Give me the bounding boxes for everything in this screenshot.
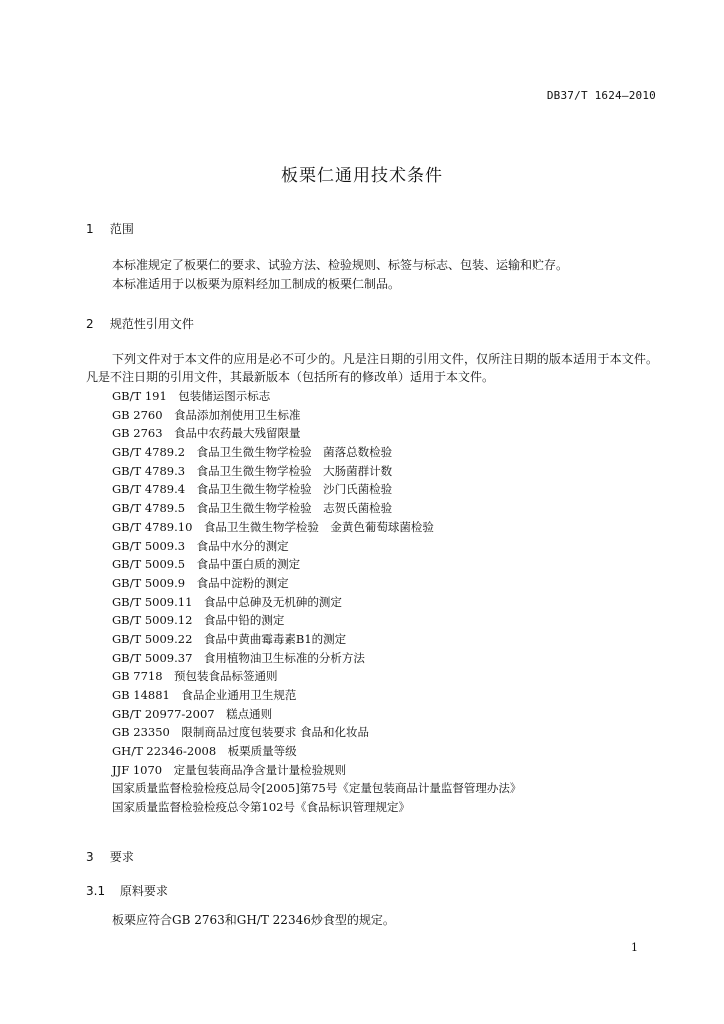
section-3-1-heading xyxy=(86,882,168,899)
scope-paragraph-2: 本标准适用于以板栗为原料经加工制成的板栗仁制品。 xyxy=(112,277,401,291)
list-item: GB/T 4789.3 食品卫生微生物学检验 大肠菌群计数 xyxy=(112,463,393,478)
section-3-heading xyxy=(86,848,134,865)
normative-references-intro: 下列文件对于本文件的应用是必不可少的。凡是注日期的引用文件，仅所注日期的版本适用于本文件。凡是不注日期的引用文件，其最新版本（包括所有的修改单）适用于本文件。 xyxy=(86,352,658,384)
list-item: GB/T 5009.22 食品中黄曲霉毒素B1的测定 xyxy=(112,631,347,646)
section-2-heading xyxy=(86,315,194,332)
document-title: 板栗仁通用技术条件 xyxy=(281,166,443,186)
list-item: GB/T 4789.5 食品卫生微生物学检验 志贺氏菌检验 xyxy=(112,501,393,516)
list-item: GB 7718 预包装食品标签通则 xyxy=(112,669,278,684)
list-item: GB/T 4789.4 食品卫生微生物学检验 沙门氏菌检验 xyxy=(112,482,393,497)
standard-code: DB37/T 1624—2010 xyxy=(546,89,656,102)
list-item: GB/T 5009.5 食品中蛋白质的测定 xyxy=(112,557,301,572)
list-item: GB 2763 食品中农药最大残留限量 xyxy=(112,426,301,441)
list-item: 国家质量监督检验检疫总令第102号《食品标识管理规定》 xyxy=(112,800,410,815)
section-title: 原料要求 xyxy=(119,884,168,898)
section-number: 1 xyxy=(86,222,94,236)
list-item: GB/T 5009.9 食品中淀粉的测定 xyxy=(112,575,289,590)
list-item: GB 14881 食品企业通用卫生规范 xyxy=(112,688,297,702)
list-item: GH/T 22346-2008 板栗质量等级 xyxy=(112,744,297,759)
list-item: GB/T 191 包装储运图示标志 xyxy=(112,389,271,403)
section-title: 范围 xyxy=(109,222,134,236)
raw-material-paragraph: 板栗应符合GB 2763和GH/T 22346炒食型的规定。 xyxy=(112,913,395,927)
list-item: GB/T 5009.12 食品中铅的测定 xyxy=(112,613,285,628)
scope-paragraph-1: 本标准规定了板栗仁的要求、试验方法、检验规则、标签与标志、包装、运输和贮存。 xyxy=(112,258,569,272)
list-item: GB 23350 限制商品过度包装要求 食品和化妆品 xyxy=(112,725,370,740)
list-item: GB/T 4789.10 食品卫生微生物学检验 金黄色葡萄球菌检验 xyxy=(112,519,434,534)
section-number: 3.1 xyxy=(86,884,106,898)
section-title: 要求 xyxy=(109,850,134,864)
section-1-heading xyxy=(86,220,134,237)
reference-list xyxy=(112,387,521,817)
page-number: 1 xyxy=(631,941,638,954)
list-item: JJF 1070 定量包装商品净含量计量检验规则 xyxy=(112,762,347,777)
list-item: 国家质量监督检验检疫总局令[2005]第75号《定量包装商品计量监督管理办法》 xyxy=(112,781,522,796)
list-item: GB 2760 食品添加剂使用卫生标准 xyxy=(112,407,301,422)
list-item: GB/T 5009.3 食品中水分的测定 xyxy=(112,538,289,553)
section-title: 规范性引用文件 xyxy=(109,317,194,331)
list-item: GB/T 20977-2007 糕点通则 xyxy=(112,706,273,721)
list-item: GB/T 5009.11 食品中总砷及无机砷的测定 xyxy=(112,594,342,609)
list-item: GB/T 4789.2 食品卫生微生物学检验 菌落总数检验 xyxy=(112,445,393,460)
section-number: 3 xyxy=(86,850,94,864)
section-number: 2 xyxy=(86,317,94,331)
list-item: GB/T 5009.37 食用植物油卫生标准的分析方法 xyxy=(112,650,365,665)
